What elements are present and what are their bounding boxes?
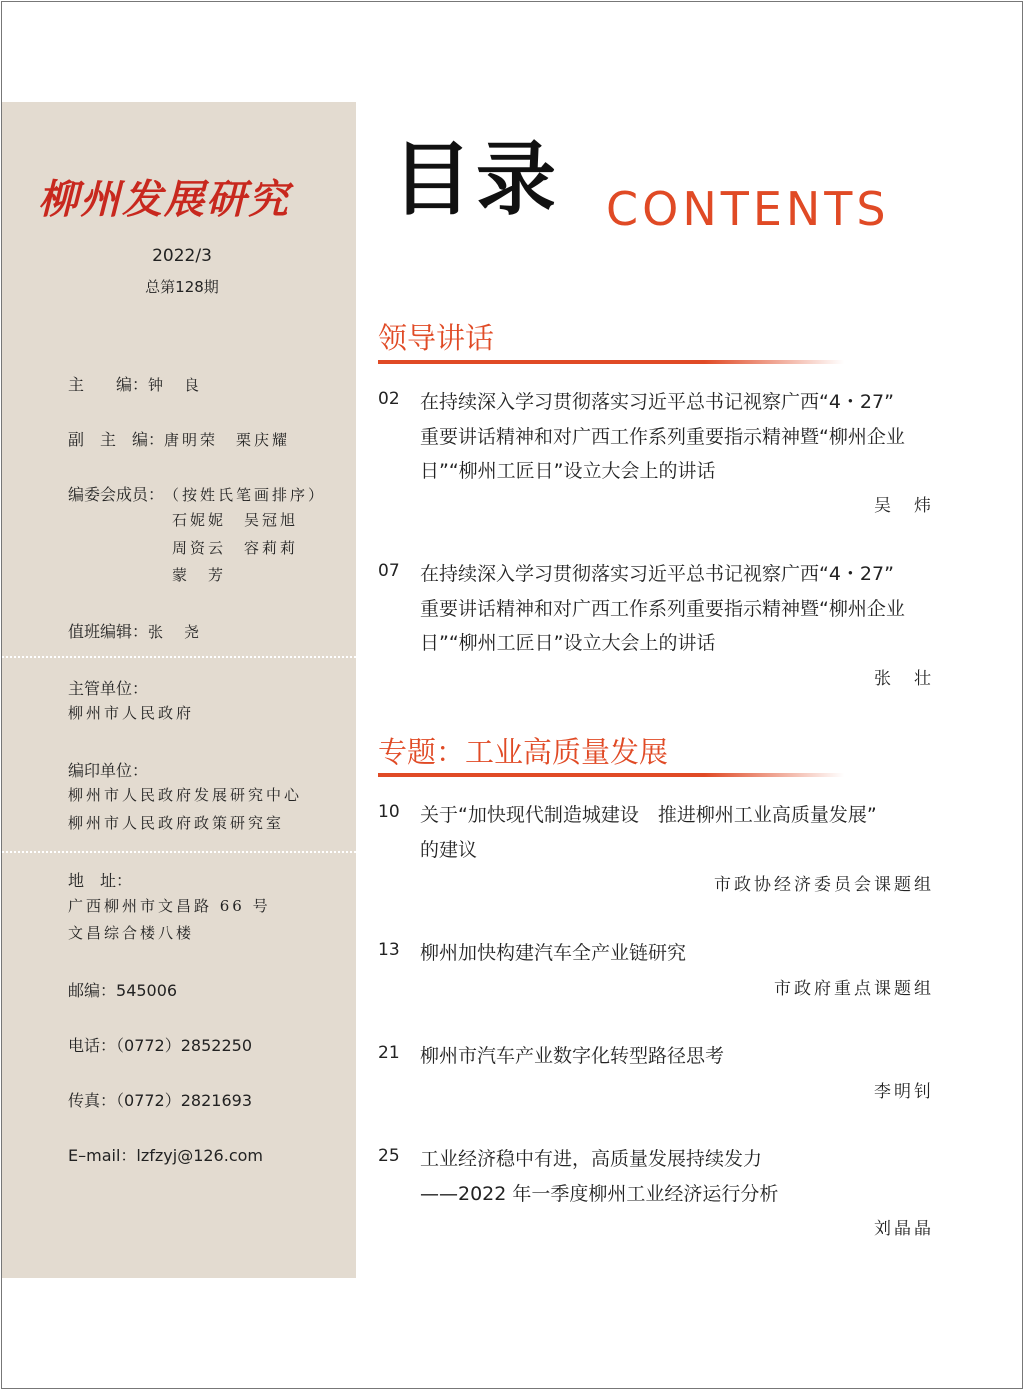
article-title-line[interactable]: 柳州加快构建汽车全产业链研究 (420, 942, 687, 964)
article-subtitle-line[interactable]: ——2022 年一季度柳州工业经济运行分析 (420, 1183, 779, 1205)
committee-member: 周资云 容莉莉 (172, 539, 299, 557)
section-underline (378, 773, 844, 777)
fax-value: （0772）2821693 (116, 1091, 252, 1110)
article-page-number: 07 (378, 561, 400, 581)
article-title-line[interactable]: 重要讲话精神和对广西工作系列重要指示精神暨“柳州企业 (420, 426, 905, 448)
article-author: 市政府重点课题组 (774, 979, 934, 999)
phone-value: （0772）2852250 (116, 1036, 252, 1055)
fax-label: 传真： (68, 1091, 117, 1110)
duty-editor (68, 619, 202, 642)
article-author: 吴 炜 (874, 496, 934, 516)
article-title-line[interactable]: 工业经济稳中有进，高质量发展持续发力 (420, 1148, 763, 1170)
article-page-number: 02 (378, 389, 400, 409)
fax (68, 1088, 252, 1111)
article-author: 刘晶晶 (874, 1219, 934, 1239)
article-author: 市政协经济委员会课题组 (714, 875, 934, 895)
article-page-number: 21 (378, 1043, 400, 1063)
committee-member: 蒙 芳 (172, 566, 227, 584)
postcode-label: 邮编： (68, 981, 117, 1000)
journal-title: 柳州发展研究 (38, 176, 290, 223)
committee (68, 482, 326, 505)
address-label: 地 址： (68, 871, 133, 890)
email-label: E–mail： (68, 1146, 137, 1165)
article-author: 李明钊 (874, 1082, 934, 1102)
publisher-value: 柳州市人民政府发展研究中心 (68, 786, 303, 804)
email (68, 1143, 263, 1166)
article-title-line[interactable]: 在持续深入学习贯彻落实习近平总书记视察广西“4・27” (420, 391, 894, 413)
dotted-divider (2, 656, 356, 658)
phone-label: 电话： (68, 1036, 117, 1055)
deputy-editor (68, 427, 290, 450)
publisher-label: 编印单位： (68, 761, 149, 780)
postcode (68, 978, 177, 1001)
section-underline (378, 360, 844, 364)
article-title-line[interactable]: 重要讲话精神和对广西工作系列重要指示精神暨“柳州企业 (420, 598, 905, 620)
chief-editor (68, 372, 202, 395)
address-value: 文昌综合楼八楼 (68, 924, 195, 942)
article-title-line[interactable]: 关于“加快现代制造城建设 推进柳州工业高质量发展” (420, 804, 877, 826)
chief-editor-label: 主 编： (68, 375, 149, 394)
deputy-editor-label: 副 主 编： (68, 430, 165, 449)
article-title-line[interactable]: 的建议 (420, 839, 478, 861)
deputy-editor-value: 唐明荣 栗庆耀 (164, 431, 291, 449)
issue-date: 2022/3 (152, 246, 212, 266)
email-value[interactable]: lzfzyj@126.com (136, 1146, 263, 1165)
issue-total: 总第128期 (145, 278, 219, 296)
article-title-line[interactable]: 日”“柳州工匠日”设立大会上的讲话 (420, 632, 716, 654)
dotted-divider (2, 851, 356, 853)
section-title: 专题：工业高质量发展 (378, 735, 669, 769)
committee-label: 编委会成员： (68, 485, 165, 504)
committee-note: （按姓氏笔画排序） (164, 486, 327, 504)
article-title-line[interactable]: 柳州市汽车产业数字化转型路径思考 (420, 1045, 725, 1067)
chief-editor-value: 钟 良 (148, 376, 203, 394)
publisher-value: 柳州市人民政府政策研究室 (68, 814, 285, 832)
section-title: 领导讲话 (378, 321, 495, 355)
article-title-line[interactable]: 日”“柳州工匠日”设立大会上的讲话 (420, 460, 716, 482)
page-title: 目录 (392, 133, 560, 226)
duty-editor-label: 值班编辑： (68, 622, 149, 641)
postcode-value: 545006 (116, 981, 178, 1000)
article-page-number: 10 (378, 802, 400, 822)
article-title-line[interactable]: 在持续深入学习贯彻落实习近平总书记视察广西“4・27” (420, 563, 894, 585)
article-page-number: 25 (378, 1146, 400, 1166)
committee-member: 石妮妮 吴冠旭 (172, 511, 299, 529)
address-value: 广西柳州市文昌路 66 号 (68, 897, 271, 915)
contents-label: CONTENTS (606, 182, 890, 236)
supervisor-value: 柳州市人民政府 (68, 704, 195, 722)
phone (68, 1033, 252, 1056)
supervisor-label: 主管单位： (68, 679, 149, 698)
duty-editor-value: 张 尧 (148, 623, 203, 641)
article-page-number: 13 (378, 940, 400, 960)
article-author: 张 壮 (874, 669, 934, 689)
